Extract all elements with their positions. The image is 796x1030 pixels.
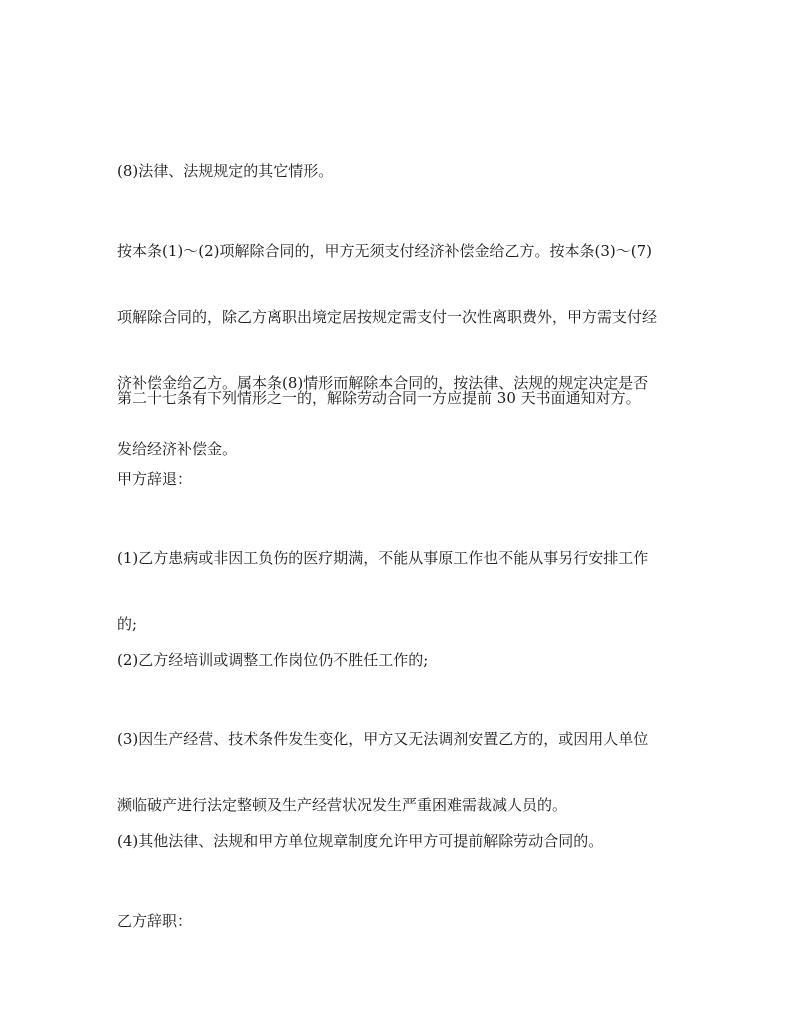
text-line: (2)乙方经培训或调整工作岗位仍不胜任工作的;: [117, 651, 429, 669]
text-line: (8)法律、法规规定的其它情形。: [117, 162, 334, 180]
text-line: 甲方辞退：: [117, 470, 193, 488]
text-line: (4)其他法律、法规和甲方单位规章制度允许甲方可提前解除劳动合同的。: [117, 832, 604, 850]
employee-resignation-heading: [117, 866, 682, 976]
text-line: 济补偿金给乙方。属本条(8)情形而解除本合同的，按法律、法规的规定决定是否: [117, 374, 649, 392]
text-line: 濒临破产进行法定整顿及生产经营状况发生严重困难需裁减人员的。: [117, 796, 568, 814]
text-line: 发给经济补偿金。: [117, 440, 238, 458]
text-line: 项解除合同的，除乙方离职出境定居按规定需支付一次性离职费外，甲方需支付经: [117, 308, 658, 326]
text-line: 按本条(1)～(2)项解除合同的，甲方无须支付经济补偿金给乙方。按本条(3)～(7): [117, 242, 652, 260]
text-line: 的;: [117, 615, 138, 633]
text-line: (3)因生产经营、技术条件发生变化，甲方又无法调剂安置乙方的，或因用人单位: [117, 730, 649, 748]
text-line: (1)乙方患病或非因工负伤的医疗期满，不能从事原工作也不能从事另行安排工作: [117, 549, 649, 567]
text-line: 乙方辞职：: [117, 912, 193, 930]
text-line: 第二十七条有下列情形之一的，解除劳动合同一方应提前 30 天书面通知对方。: [117, 389, 641, 407]
